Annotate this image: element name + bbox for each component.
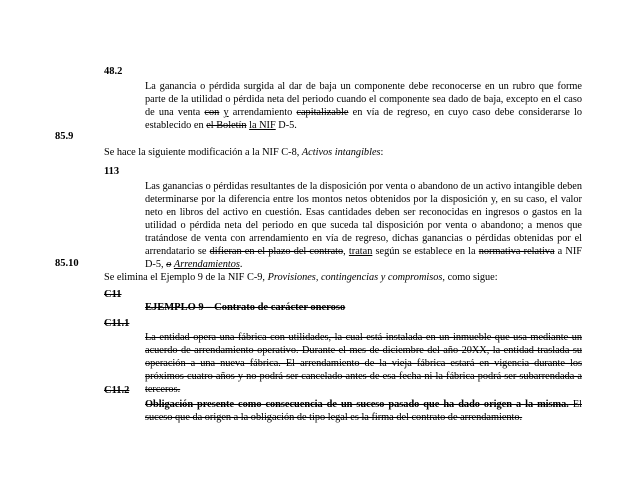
inserted-text: la NIF <box>249 120 276 131</box>
deleted-text: difieran en el plazo del contrato <box>209 246 344 257</box>
deleted-text: capitalizable <box>296 107 349 118</box>
paragraph-c11-1-text: La entidad opera una fábrica con utilidades, la cual está instalada en un inmueble que usa mediante un acuerdo de arrendamiento operativo. Durante el mes de diciembre del año 20XX, la entidad traslada su operación a una nueva fábrica. El arrendamiento de la vieja fábrica estará en vigencia durante los próximos cuatro años y no podrá ser cancelado antes de esa fecha ni la fábrica podrá ser subarrendada a terceros. <box>145 332 582 395</box>
paragraph-number-c11: C11 <box>104 289 122 300</box>
section-85-9-intro: Se hace la siguiente modificación a la NIF C-8, Activos intangibles: <box>104 147 384 158</box>
example-9-title: EJEMPLO 9 – Contrato de carácter oneroso <box>145 302 346 313</box>
inserted-text: y <box>223 107 229 118</box>
paragraph-number-48-2: 48.2 <box>104 66 123 77</box>
section-85-10-intro: Se elimina el Ejemplo 9 de la NIF C-9, Provisiones, contingencias y compromisos, como sigue: <box>104 272 498 283</box>
deleted-text: el Boletín <box>206 120 247 131</box>
section-number-85-10: 85.10 <box>55 258 79 269</box>
paragraph-c11-2-text: Obligación presente como consecuencia de un suceso pasado que ha dado origen a la misma. El suceso que da origen a la obligación de tipo legal es la firma del contrato de arrendamiento. <box>145 399 582 423</box>
paragraph-113-text: Las ganancias o pérdidas resultantes de la disposición por venta o abandono de un activo intangible deben determinarse por la diferencia entre los montos netos obtenidos por la disposición y, en su caso, el valor neto en libros del activo en cuestión. Esas cantidades deben ser reconocidas en ingresos o gastos en la utilidad o pérdida neta del periodo en que suceda tal disposición por venta o abandono; a menos que tratándose de venta con arrendamiento en vía de regreso, dichas ganancias o pérdidas obtenidas por el arrendatario se difieran en el plazo del contrato, tratan según se establece en la normativa relativa a NIF D-5, o Arrendamientos. <box>145 181 582 270</box>
inserted-text: Arrendamientos <box>173 259 240 270</box>
deleted-text: con <box>204 107 220 118</box>
paragraph-number-113: 113 <box>104 166 120 177</box>
paragraph-48-2-text: La ganancia o pérdida surgida al dar de baja un componente debe reconocerse en un rubro que forme parte de la utilidad o pérdida neta del periodo cuando el componente sea dado de baja, excepto en el caso de una venta con y arrendamiento capitalizable en vía de regreso, en cuyo caso debe considerarse lo establecido en el Boletín la NIF D-5. <box>145 81 582 131</box>
section-number-85-9: 85.9 <box>55 131 74 142</box>
deleted-text: normativa relativa <box>478 246 555 257</box>
paragraph-number-c11-2: C11.2 <box>104 385 130 396</box>
inserted-text: tratan <box>348 246 373 257</box>
deleted-text: o <box>166 259 172 270</box>
paragraph-number-c11-1: C11.1 <box>104 318 130 329</box>
